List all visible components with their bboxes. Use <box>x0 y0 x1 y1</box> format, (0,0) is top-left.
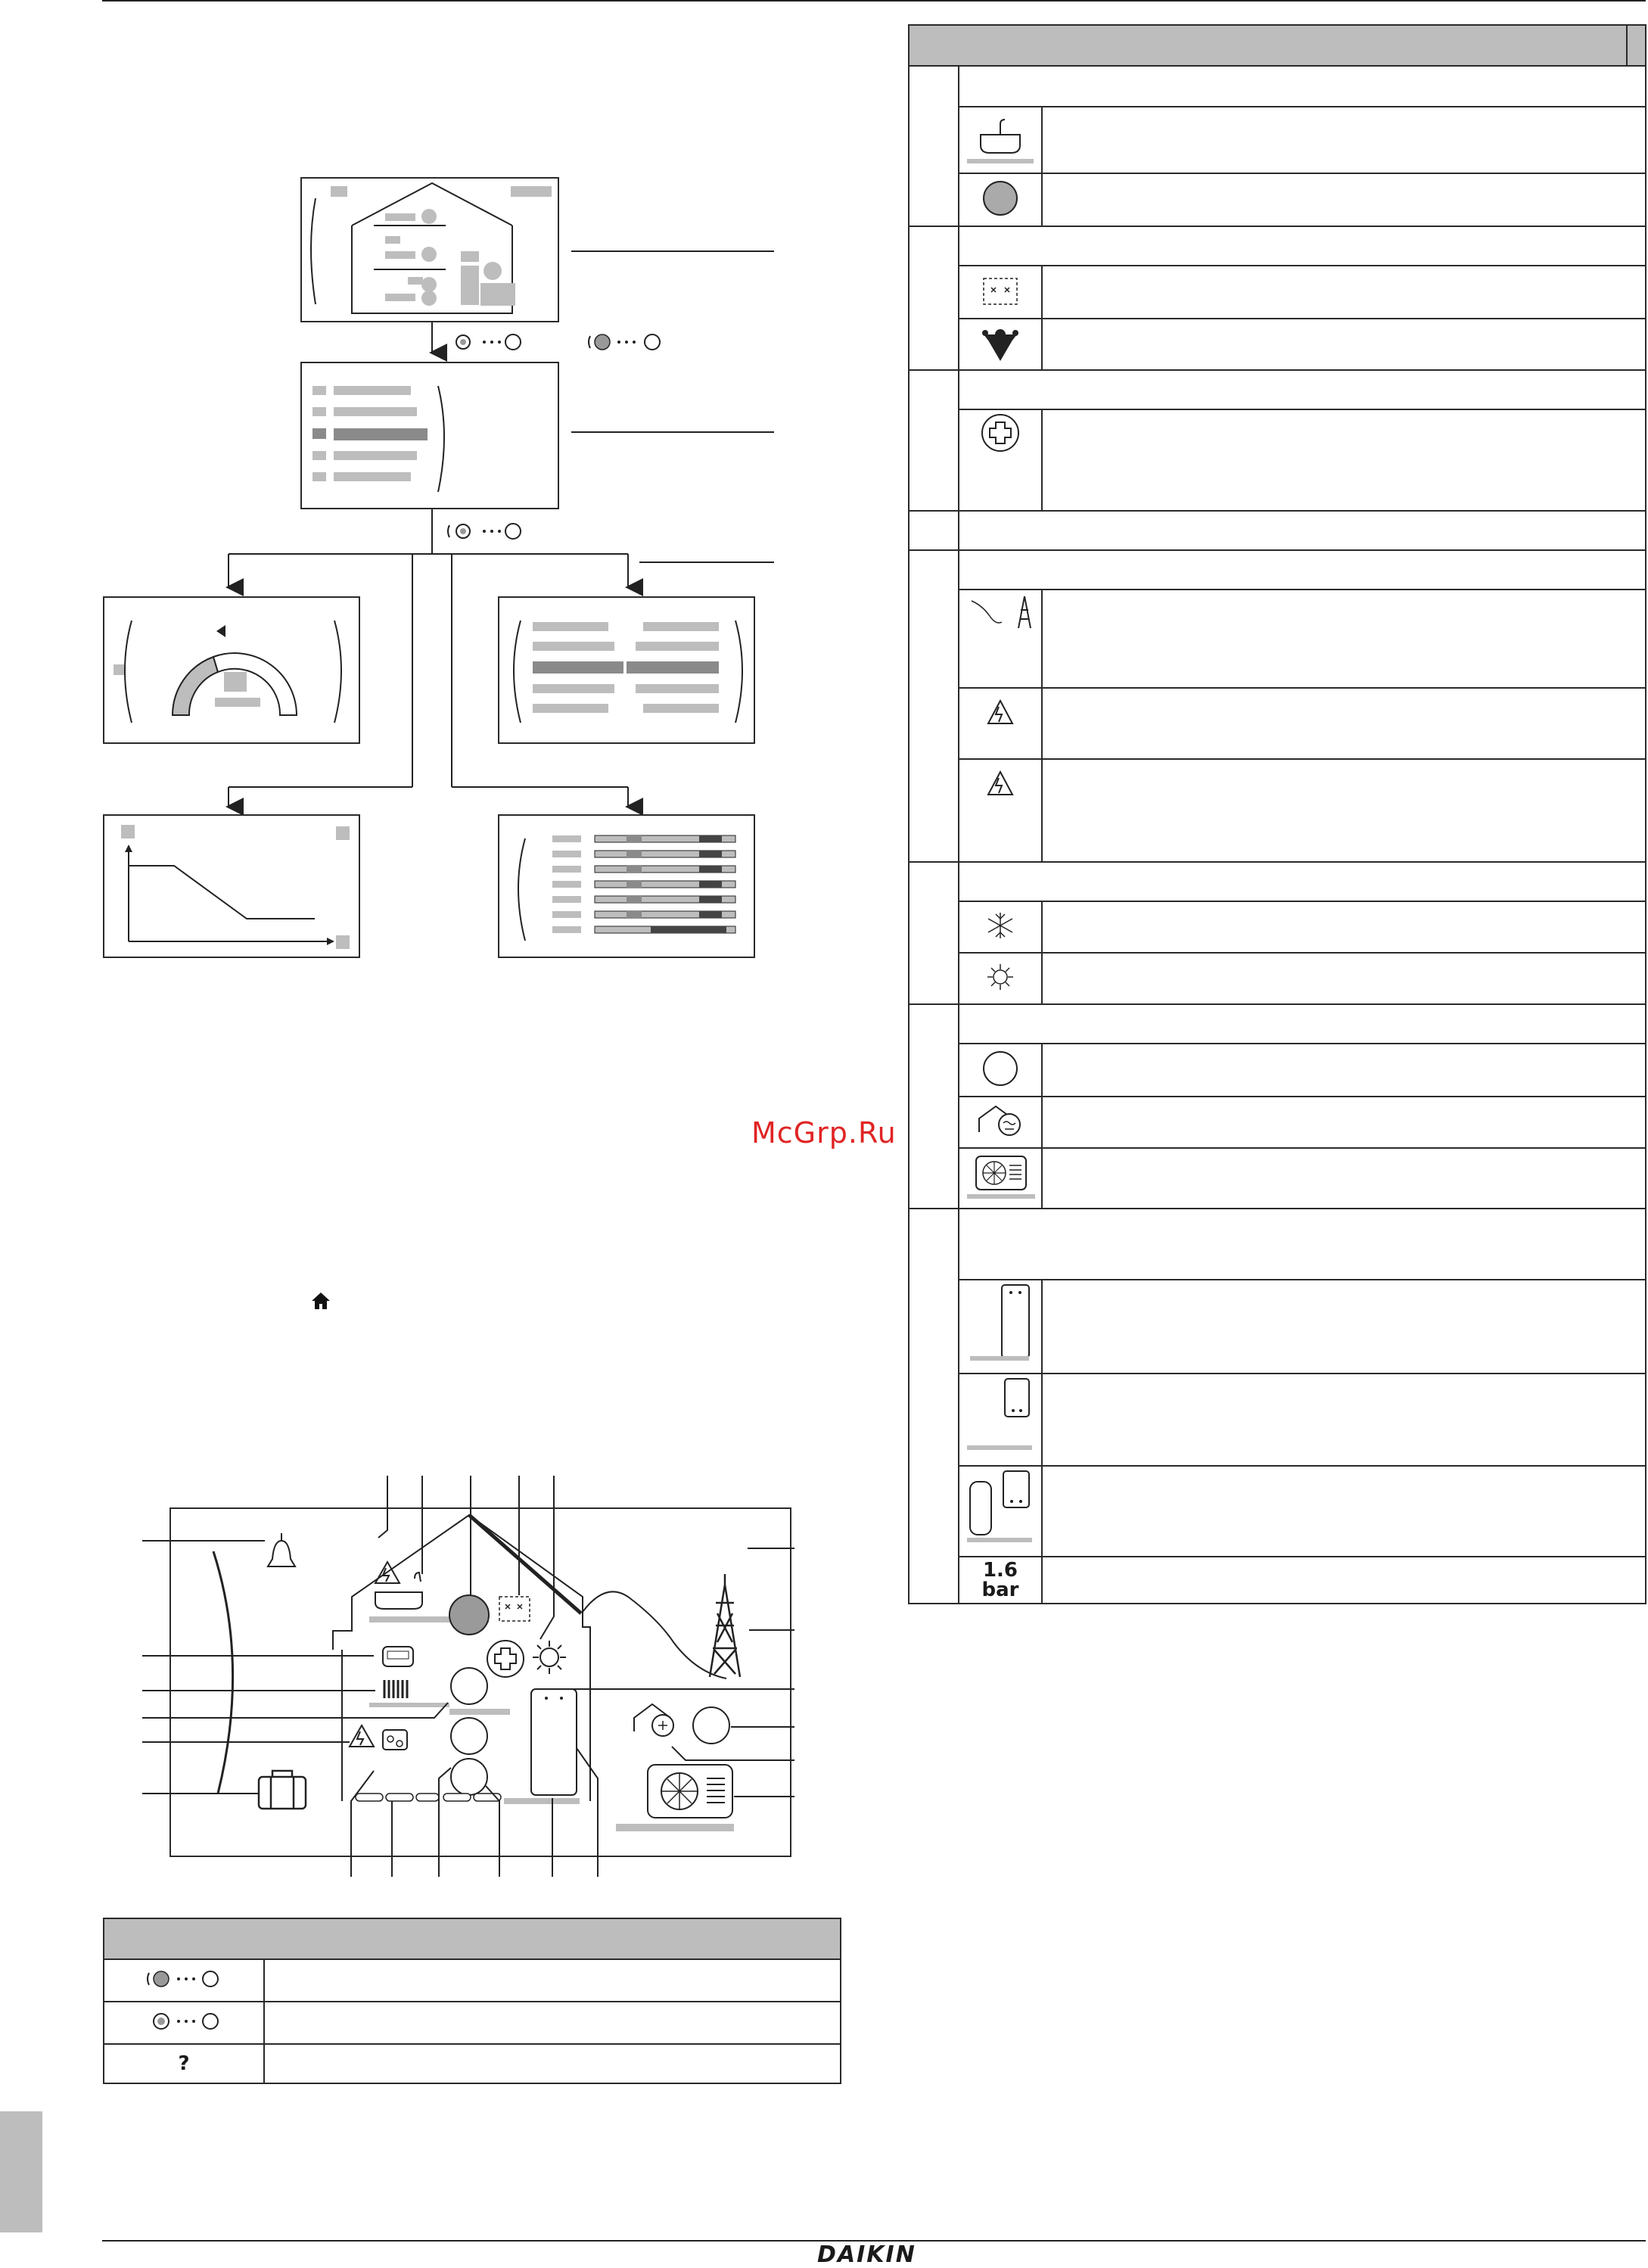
booster-heater-icon <box>959 410 1041 456</box>
sun-icon <box>959 954 1041 1000</box>
bath-icon <box>959 107 1041 170</box>
holiday-suitcase-icon <box>259 1771 306 1809</box>
turn-dial-symbol <box>589 334 660 350</box>
controller-icon <box>383 1730 407 1750</box>
smart-grid-icon <box>959 689 1041 734</box>
power-tower-icon <box>710 1574 740 1677</box>
powerful-mode-icon <box>959 319 1041 366</box>
disinfection-icon <box>499 1597 530 1621</box>
outdoor-circle-icon <box>959 1044 1041 1093</box>
floor-standing-unit-icon <box>959 1280 1041 1370</box>
wall-mounted-unit-icon <box>959 1374 1041 1462</box>
pressure-unit: bar <box>981 1579 1019 1601</box>
domestic-hot-water-tank-icon <box>504 1689 580 1804</box>
outdoor-house-icon <box>634 1704 673 1736</box>
status-icon-table <box>908 24 1646 1604</box>
main-zone-circle <box>451 1668 487 1704</box>
additional-zone-bars <box>356 1794 501 1801</box>
turn-dial-symbol <box>104 1960 263 1998</box>
outdoor-unit-icon <box>959 1149 1041 1205</box>
daikin-logo: DAIKIN <box>817 2242 916 2268</box>
bell-icon <box>268 1533 295 1566</box>
room-thermostat-icon <box>383 1647 413 1666</box>
power-supply-tower-icon <box>959 590 1041 636</box>
dial-legend-table <box>103 1918 841 2084</box>
pressure-value: 1.6 <box>982 1559 1018 1582</box>
side-tab <box>0 2111 42 2232</box>
disinfection-icon <box>959 266 1041 315</box>
press-dial-symbol <box>104 2002 263 2040</box>
watermark: McGrp.Ru <box>751 1116 897 1150</box>
dhw-circle-icon <box>959 174 1041 222</box>
radiator-icon <box>369 1680 449 1707</box>
help-icon: ? <box>178 2052 190 2075</box>
rotate-press-symbol <box>456 334 521 350</box>
press-dial-symbol <box>448 524 521 539</box>
dhw-tank-circle <box>449 1595 489 1635</box>
sun-icon <box>533 1641 566 1674</box>
smart-grid-active-icon <box>959 760 1041 805</box>
booster-icon <box>487 1641 524 1677</box>
smart-grid-icon-2 <box>350 1725 374 1747</box>
home-screen-detail-art <box>0 1468 832 1892</box>
outdoor-circle <box>693 1707 729 1744</box>
wall-unit-with-tank-icon <box>959 1467 1041 1553</box>
home-icon <box>310 1291 331 1311</box>
list-screen-box <box>498 596 755 744</box>
outdoor-house-icon <box>959 1097 1041 1144</box>
snowflake-icon <box>959 902 1041 949</box>
curve-screen-box <box>103 814 360 958</box>
outdoor-unit-icon <box>616 1765 734 1831</box>
schedule-screen-box <box>498 814 755 958</box>
setpoint-screen-box <box>103 596 360 744</box>
